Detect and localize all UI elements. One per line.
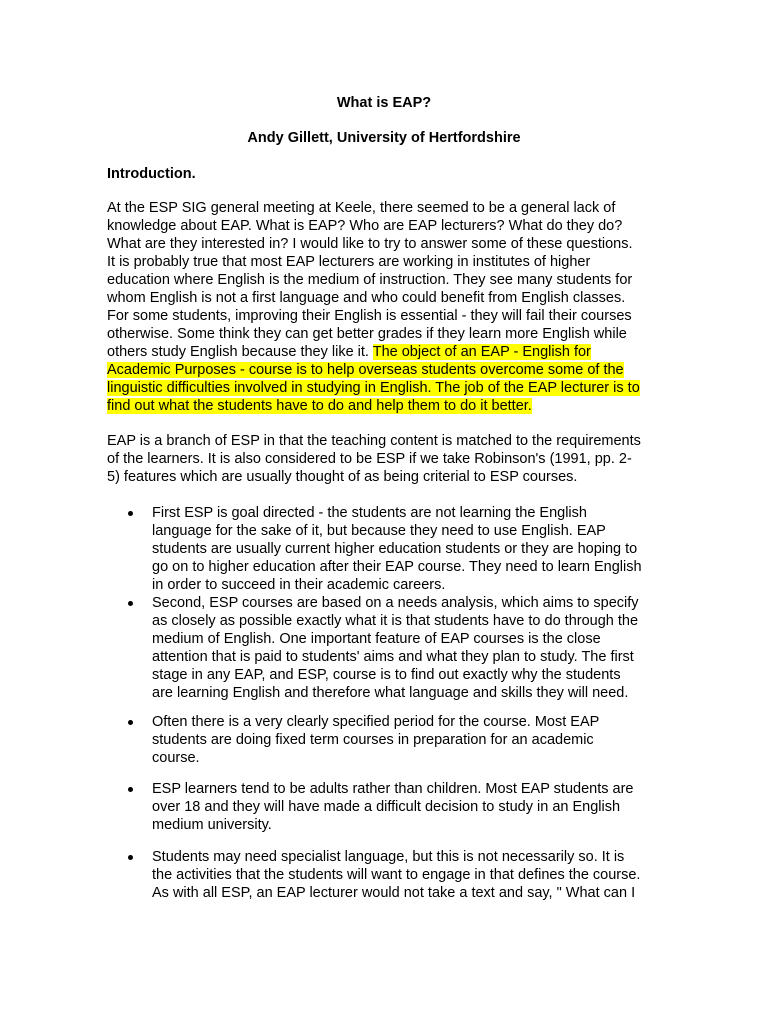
bullet-item-goal-directed (152, 504, 672, 594)
document-author: Andy Gillett, University of Hertfordshire (247, 130, 521, 146)
bullet-item-adult-learners (152, 780, 672, 834)
paragraph-line: 5) features which are usually thought of as being criterial to ESP courses. (107, 469, 578, 485)
bullet-line: as closely as possible exactly what it is that students have to do through the (152, 613, 639, 629)
highlighted-text: find out what the students have to do and help them to do it better. (107, 398, 532, 414)
bullet-line: are learning English and therefore what language and skills they will need. (152, 685, 629, 701)
bullet-line: the activities that the students will want to engage in that defines the course. (152, 867, 641, 883)
bullet-line: ESP learners tend to be adults rather than children. Most EAP students are (152, 781, 634, 797)
bullet-line: over 18 and they will have made a difficult decision to study in an English (152, 799, 621, 815)
bullet-line: stage in any EAP, and ESP, course is to find out exactly why the students (152, 667, 621, 683)
bullet-line: attention that is paid to students' aims and what they plan to study. The first (152, 649, 634, 665)
paragraph-line: EAP is a branch of ESP in that the teaching content is matched to the requirements (107, 433, 641, 449)
highlighted-text: linguistic difficulties involved in studying in English. The job of the EAP lecturer is to (107, 380, 640, 396)
bullet-line: medium university. (152, 817, 272, 833)
paragraph-line: of the learners. It is also considered to be ESP if we take Robinson's (1991, pp. 2- (107, 451, 632, 467)
bullet-item-specified-period (152, 713, 672, 767)
bullet-icon (128, 787, 133, 792)
paragraph-line: What are they interested in? I would like to try to answer some of these questions. (107, 236, 633, 252)
bullet-icon (128, 601, 133, 606)
paragraph-line: For some students, improving their English is essential - they will fail their courses (107, 308, 632, 324)
bullet-line: Second, ESP courses are based on a needs analysis, which aims to specify (152, 595, 639, 611)
paragraph-line: education where English is the medium of instruction. They see many students for (107, 272, 633, 288)
highlighted-text: The object of an EAP - English for (372, 344, 591, 360)
bullet-line: First ESP is goal directed - the students are not learning the English (152, 505, 587, 521)
paragraph-text: others study English because they like it. (107, 344, 373, 360)
bullet-line: in order to succeed in their academic careers. (152, 577, 446, 593)
paragraph-line: knowledge about EAP. What is EAP? Who are EAP lecturers? What do they do? (107, 218, 623, 234)
bullet-item-specialist-language (152, 848, 672, 902)
bullet-line: students are doing fixed term courses in preparation for an academic (152, 732, 594, 748)
bullet-line: As with all ESP, an EAP lecturer would not take a text and say, " What can I (152, 885, 636, 901)
bullet-icon (128, 720, 133, 725)
bullet-line: go on to higher education after their EAP course. They need to learn English (152, 559, 642, 575)
paragraph-line: whom English is not a first language and who could benefit from English classes. (107, 290, 626, 306)
bullet-line: students are usually current higher education students or they are hoping to (152, 541, 638, 557)
bullet-icon (128, 511, 133, 516)
section-heading-introduction: Introduction. (107, 166, 196, 182)
document-title: What is EAP? (336, 95, 432, 111)
bullet-line: Students may need specialist language, but this is not necessarily so. It is (152, 849, 625, 865)
bullet-line: language for the sake of it, but because they need to use English. EAP (152, 523, 606, 539)
bullet-item-needs-analysis (152, 594, 672, 702)
paragraph-line: otherwise. Some think they can get better grades if they learn more English while (107, 326, 627, 342)
bullet-line: Often there is a very clearly specified period for the course. Most EAP (152, 714, 600, 730)
bullet-line: course. (152, 750, 200, 766)
paragraph-line: At the ESP SIG general meeting at Keele, there seemed to be a general lack of (107, 200, 616, 216)
bullet-line: medium of English. One important feature of EAP courses is the close (152, 631, 601, 647)
paragraph-line: It is probably true that most EAP lecturers are working in institutes of higher (107, 254, 591, 270)
highlighted-text: Academic Purposes - course is to help overseas students overcome some of the (107, 362, 624, 378)
bullet-icon (128, 855, 133, 860)
